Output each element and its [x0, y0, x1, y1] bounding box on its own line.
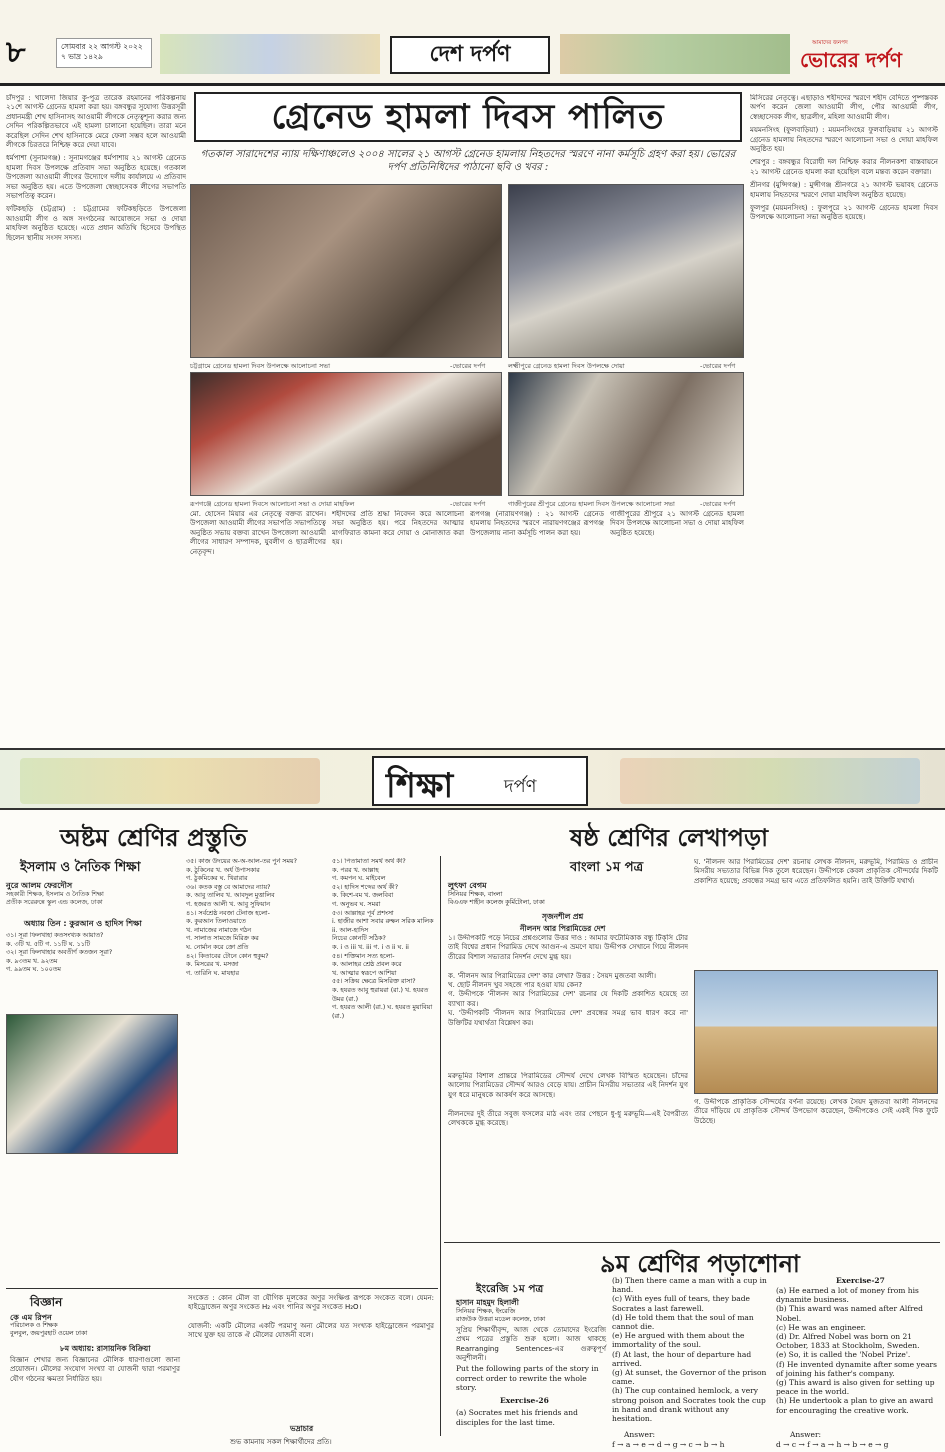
bangla-answer: মরুভূমির বিশাল প্রান্তরে পিরামিডের সৌন্দর্য দেখে লেখক বিস্মিত হয়েছেন। চাঁদের আলোয় পিরামিডের সৌন্দর্য আরও বেড়ে যায়। প্রাচীন মিসরীয় সভ্যতার এই নিদর্শন যুগ যুগ ধরে মানুষকে আকর্ষণ করে আসছে। নীলনদের দুই তীরে সবুজ ফসলের মাঠ এবং তার পেছনে ধু-ধু মরুভূমি—এই বৈপরীত্য লেখককে মুগ্ধ করেছে। [448, 1072, 688, 1128]
english-intro: সুপ্রিয় শিক্ষার্থীবৃন্দ, আজ থেকে তোমাদের ইংরেজি প্রথম পত্রের প্রস্তুতি শুরু হলো। আজ থাকছে Rearranging Sentences-এর গুরুত্বপূর্ণ অনুশীলনী। [456, 1326, 606, 1363]
bangla-question: ১। উদ্দীপকটি পড়ে নিচের প্রশ্নগুলোর উত্তর দাও : আমার ফটোমিকাক বন্ধু টিক্‌সি টোর তাই বিশ্বের প্রধান পিরামিড দেখে আগুন-এ ভ্রমণে যায়। উদ্দীপক সেখানে গিয়ে নীলনদ তীরের বিশাল সভ্যতার নিদর্শন দেখে মুগ্ধ হয়। ক. 'নীলনদ আর পিরামিডের দেশ' কার লেখা? উত্তর : সৈয়দ মুজতবা আলী। খ. ছোট নীলনদ খুব সহজে পার হওয়া যায় কেন? গ. উদ্দীপকে 'নীলনদ আর পিরামিডের দেশ' রচনার যে দিকটি প্রকাশিত হয়েছে তা ব্যাখ্যা কর। ঘ. 'উদ্দীপকটি 'নীলনদ আর পিরামিডের দেশ' প্রবন্ধের সমগ্র ভাব ধারণ করে না' উক্তিটির যথার্থতা বিশ্লেষণ কর। [448, 934, 688, 1027]
news-sreenagar: শ্রীনগর (মুন্সিগঞ্জ) : মুন্সীগঞ্জ শ্রীনগরে ২১ আগস্ট ভয়াবহ গ্রেনেড হামলায় নিহতদের স্মরণে দোয়া মাহফিল অনুষ্ঠিত হয়েছে। [750, 181, 938, 199]
bangla-text-right-2: গ. উদ্দীপকে প্রাকৃতিক সৌন্দর্যের বর্ণনা রয়েছে। লেখক সৈয়দ মুজতবা আলী নীলনদের তীরে দাঁড়িয়ে যে প্রাকৃতিক সৌন্দর্য উপভোগ করেছেন, উদ্দীপকেও সেই একই দিক ফুটে উঠেছে। [694, 1098, 938, 1125]
english-task: Put the following parts of the story in correct order to rewrite the whole story. [456, 1364, 599, 1392]
science-text-1: বিজ্ঞান শেখার জন্য বিজ্ঞানের মৌলিক ধারণাগুলো জানা প্রয়োজন। মৌলের সংযোগ সংখ্যা বা যোজনী দ্বারা পরমাণুর যৌগ গঠনের ক্ষমতা নির্ধারিত হয়। [10, 1356, 180, 1383]
english-author-role: সিনিয়র শিক্ষক, ইংরেজি রাজউক উত্তরা মডেল কলেজ, ঢাকা [456, 1308, 546, 1323]
news-phulpur: ফুলপুর (ময়মনসিংহ) : ফুলপুরে ২১ আগস্ট গ্রেনেড হামলা দিবস উপলক্ষে আলোচনা সভা অনুষ্ঠিত হয়েছে। [750, 204, 938, 222]
photo-sreepur [508, 372, 744, 496]
education-banner [0, 748, 945, 810]
banner-box [372, 756, 588, 806]
photo-chattogram-caption: চট্টগ্রামে গ্রেনেড হামলা দিবস উপলক্ষে আলোচনা সভা [190, 362, 330, 370]
news-fatikchhari: ফটিকছড়ি (চট্টগ্রাম) : চট্টগ্রামের ফটিকছড়িতে উপজেলা আওয়ামী লীগ ও অঙ্গ সংগঠনের আয়োজনে সভা ও দোয়া মাহফিল অনুষ্ঠিত হয়েছে। এতে প্রধান অতিথি হিসেবে উপস্থিত ছিলেন স্থানীয় সংসদ সদস্য। [6, 205, 186, 242]
photo-chattogram-credit: -ভোরের দর্পণ [450, 362, 486, 370]
header-decor-right [560, 34, 790, 74]
section-title: দেশ দর্পণ [390, 36, 550, 74]
news-shariatpur: মিসিরের নেতৃত্বে। এছাড়াও শহীদদের স্মরণে শহীদ বেদিতে পুষ্পস্তবক অর্পণ করেন জেলা আওয়ামী লীগ, পৌর আওয়ামী লীগ, স্বেচ্ছাসেবক লীগ, ছাত্রলীগ, মহিলা আওয়ামী লীগ। [750, 94, 938, 121]
banner-suffix: দর্পণ [504, 776, 537, 797]
banner-decor-right [620, 758, 920, 804]
brand-small: আমাদের জনপদ [812, 40, 848, 46]
banner-decor-left [20, 758, 320, 804]
exercise-27-answer: d → c → f → a → h → b → e → g [776, 1440, 889, 1449]
page-header [0, 0, 945, 86]
mid-col-3: রূপগঞ্জ (নারায়ণগঞ্জ) : ২১ আগস্ট গ্রেনেড হামলায় নিহতদের স্মরণে নারায়ণগঞ্জের রূপগঞ্জ উপজেলায় নানা কর্মসূচি পালন করা হয়। [470, 510, 604, 537]
photo-rupganj-credit: -ভোরের দর্পণ [450, 500, 486, 508]
photo-lakshmipur [508, 184, 744, 358]
class8-title: অষ্টম শ্রেণির প্রস্তুতি [60, 824, 248, 852]
news-dharmapasha: ধর্মপাশা (সুনামগঞ্জ) : সুনামগঞ্জের ধর্মপাশায় ২১ আগস্ট গ্রেনেড হামলা দিবস উপলক্ষে প্রতিবাদ সভা অনুষ্ঠিত হয়েছে। গতকাল উপজেলা আওয়ামী লীগের উদ্যোগে দলীয় কার্যালয়ে এ প্রতিবাদ সভা অনুষ্ঠিত হয়। এতে উপজেলা স্বেচ্ছাসেবক লীগের সভাপতি সভাপতিত্ব করেন। [6, 154, 186, 201]
mid-col-2: শহীদদের প্রতি শ্রদ্ধা নিবেদন করে আলোচনা সভা অনুষ্ঠিত হয়। পরে নিহতদের আত্মার মাগফিরাত কামনা করে দোয়া ও মোনাজাত করা হয়। [332, 510, 464, 547]
photo-chattogram [190, 184, 502, 358]
islam-questions-col3: ৫১। পিতামাতা সমর্থ অর্থ কী? ক. পরর খ. আল্লাহ গ. কমপন ঘ. মাইবেল ৫২। হাদিস শব্দের অর্থ কী? ক. কিশে-বম খ. জলবিবা গ. অনুভব ঘ. সমরা ৫৩। আল্লাহর পূর্ব প্রশংসা i. হাজীর আশা সবার রুক্ষন সরিক মালিক ii. আল-হাদিস নিচের কোনটি সঠিক? ক. i ও iii খ. iii গ. i ও ii ঘ. ii ৫৪। শক্তিমান সত্য হলো- ক. আলাহর শ্রেষ্ঠ প্রবল করে খ. আত্মার স্বরূপে আশিয়া ৫৫। সক্রিয় ক্ষেত্রে মিসরিক্ত রাসা? ক. হযরত আবু হুরায়রা (রা.) খ. হযরত উমর (রা.) গ. হযরত আলী (রা.) ঘ. হযরত মুয়াবিয়া (রা.) [332, 858, 434, 1020]
class9-title: ৯ম শ্রেণির পড়াশোনা [600, 1250, 800, 1278]
photo-sreepur-credit: -ভোরের দর্পণ [700, 500, 736, 508]
banner-title: শিক্ষা [386, 766, 454, 806]
brand-logo: ভোরের দর্পণ [800, 48, 902, 72]
date-gregorian: সোমবার ২২ আগস্ট ২০২২ [61, 42, 143, 51]
photo-rupganj-caption: রূপগঞ্জে গ্রেনেড হামলা দিবসে আলোচনা সভা ও দোয়া মাহফিল [190, 500, 355, 508]
science-text-3: যোজনী: একটি মৌলের একটি পরমাণু অন্য মৌলের যত সংখ্যক হাইড্রোজেন পরমাণুর সাথে যুক্ত হয় তাকে ঐ মৌলের যোজনী বলে। [188, 1322, 434, 1340]
islam-author-role: সহকারী শিক্ষক, ইসলাম ও নৈতিক শিক্ষা প্রতীক সরেরুন্নে স্কুল এন্ড কলেজ, ঢাকা [6, 891, 104, 906]
bangla-chapter: সৃজনশীল প্রশ্ন নীলনদ আর পিরামিডের দেশ [520, 912, 606, 933]
bangla-author-role: সিনিয়র শিক্ষক, বাংলা বিএএফ শাহীন কলেজ কুর্মিটোলা, ঢাকা [448, 891, 545, 906]
science-subject: বিজ্ঞান [30, 1295, 63, 1309]
islam-chapter: অধ্যায় তিন : কুরআন ও হাদিস শিক্ষা [24, 919, 142, 928]
left-news-column [6, 94, 186, 744]
section-divider [440, 856, 441, 1436]
islam-author: নুরে আলম ফেরদৌস [6, 881, 73, 890]
islam-questions-col2: ৩৫। কাজ উদয়ের অ-অ-আল-তর পুর্ন সময়? ক. ঠুকিনের খ. অর্ধ উপাসকার গ. ঠুকমিকের ঘ. খিরারার ৩৬। কতক বস্তু বে আমাদের ন্যায়? ক. আবু তালিব খ. আবদুল মুত্তালিব গ. হজরত আলী খ. আবু সুফিয়ান ৪১। সর্বশ্রেষ্ঠ নবজা টেনাজ হলো- ক. কুরআন তিলাওয়াতে খ. নামাজের নামাজে গঠন গ. সালাত সামজে মিরিক্র কর ঘ. নোর্মান করে ক্রো প্রতি ৪২। কিতাবের টোনে কোন হুকুম? ক. মিসরের খ. মসজা গ. তারিনি ঘ. মাযহার [186, 858, 297, 977]
science-chapter: ৮ম অধ্যায়: রাসায়নিক বিক্রিয়া [60, 1344, 151, 1353]
english-subject: ইংরেজি ১ম পত্র [476, 1283, 544, 1295]
exercise-26-items: (b) Then there came a man with a cup in hand. (c) With eyes full of tears, they bade Socrates a last farewell. (d) He told them that the soul of man cannot die. (e) He argued with them about the immortality of the soul. (f) At last, the hour of departure had arrived. (g) At sunset, the Governor of the prison came. (h) The cup contained hemlock, a very strong poison and Socrates took the cup in hand and drank without any hesitation. [612, 1276, 767, 1424]
exercise-27-items: (a) He earned a lot of money from his dynamite business. (b) This award was named after Alfred Nobel. (c) He was an engineer. (d) Dr. Alfred Nobel was born on 21 October, 1833 at Stockholm, Sweden. (e) So, it is called the 'Nobel Prize'. (f) He invented dynamite after some years of joining his father's company. (g) This award is also given for setting up peace in the world. (h) He undertook a plan to give an award for encouraging the creative work. [776, 1286, 937, 1415]
mid-col-4: গাজীপুরের শ্রীপুরে ২১ আগস্ট গ্রেনেড হামলা দিবস উপলক্ষে আলোচনা সভা ও দোয়া মাহফিল অনুষ্ঠিত হয়েছে। [610, 510, 744, 537]
science-note-head: ভদ্রাচার [290, 1424, 314, 1433]
mid-col-1: মো. হোসেন মিয়ার এর নেতৃত্বে বক্তব্য রাখেন। উপজেলা আওয়ামী লীগের সভাপতি সভাপতিত্বে অনুষ্ঠিত সভায় বক্তব্য রাখেন উপজেলা আওয়ামী লীগের সাধারণ সম্পাদক, যুবলীগ ও ছাত্রলীগের নেতৃবৃন্দ। [190, 510, 326, 556]
headline-box [194, 92, 742, 142]
news-sherpur: শেরপুর : বঙ্গবন্ধুর বিরোধী দল নিশ্চিহ্ন করার নীলনকশা বাস্তবায়নে ২১ আগস্ট গ্রেনেড হামলা করা হয়েছিল বলে মন্তব্য করেন বক্তারা। [750, 158, 938, 176]
science-text-2: সংকেত : কোন মৌল বা যৌগিক মূলকের অণুর সংক্ষিপ্ত রূপকে সংকেত বলে। যেমন: হাইড্রোজেন অণুর সংকেত H₂ এবং পানির অণুর সংকেত H₂O। [188, 1294, 434, 1312]
right-news-column [750, 94, 938, 744]
date-bengali: ৭ ভাদ্র ১৪২৯ [61, 52, 103, 61]
science-author: কে এম রিপন [10, 1313, 52, 1322]
photo-rupganj [190, 372, 502, 496]
news-phulbaria: ময়মনসিংহ (ফুলবাড়িয়া) : ময়মনসিংহের ফুলবাড়িয়ায় ২১ আগস্ট গ্রেনেড হামলায় নিহতদের স্মরণে আলোচনা সভা ও দোয়া মাহফিল অনুষ্ঠিত হয়। [750, 126, 938, 154]
bangla-author: লুৎফা বেগম [448, 881, 487, 890]
exercise-27-answer-label: Answer: [790, 1430, 822, 1439]
islam-questions-col1: ৩১। সূরা ফিলখাহা কতসংখ্যক আয়াত? ক. ৩টি খ. ৫টি গ. ১১টি ঘ. ১১টি ৩২। সূরা ফিলখাহার অবতীর্ণ কতজন সূরা? ক. ৯৩তম খ. ৯২তম গ. ৯৯তম ঘ. ১০০তম [6, 932, 113, 974]
bangla-text-right: ঘ. 'নীলনদ আর পিরামিডের দেশ' রচনায় লেখক নীলনদ, মরুভূমি, পিরামিড ও প্রাচীন মিসরীয় সভ্যতার বিভিন্ন দিক তুলে ধরেছেন। উদ্দীপকে কেবল প্রাকৃতিক সৌন্দর্যের দিকটি প্রকাশিত হয়েছে; প্রবন্ধের সমগ্র ভাব এতে প্রতিফলিত হয়নি। তাই উক্তিটি যথার্থ। [694, 858, 938, 885]
bangla-subject: বাংলা ১ম পত্র [570, 860, 644, 875]
students-photo [6, 1014, 178, 1154]
class6-title: ষষ্ঠ শ্রেণির লেখাপড়া [570, 824, 769, 852]
page-number: ৮ [6, 35, 26, 70]
date-box [56, 38, 152, 68]
photo-lakshmipur-credit: -ভোরের দর্পণ [700, 362, 736, 370]
exercise-26-label: Exercise-26 [500, 1396, 549, 1405]
exercise-27-label: Exercise-27 [836, 1276, 885, 1285]
header-decor-left [160, 34, 380, 74]
headline-title: গ্রেনেড হামলা দিবস পালিত [271, 97, 665, 137]
pyramid-photo [694, 970, 938, 1094]
islam-subject: ইসলাম ও নৈতিক শিক্ষা [20, 860, 141, 875]
class9-divider [444, 1242, 940, 1243]
photo-sreepur-caption: গাজীপুরের শ্রীপুরে গ্রেনেড হামলা দিবস উপলক্ষে আলোচনা সভা [508, 500, 675, 508]
exercise-26-answer: f → a → e → d → g → c → b → h [612, 1440, 725, 1449]
headline-deck: গতকাল সারাদেশের ন্যায় দক্ষিণাঞ্চলেও ২০০৪ সালের ২১ আগস্ট গ্রেনেড হামলায় নিহতদের স্মরণে নানা কর্মসূচি গ্রহণ করা হয়। ভোরের দর্পণ প্রতিনিধিদের পাঠানো ছবি ও খবর : [200, 149, 736, 173]
news-chandpur: চাঁদপুর : খালেদা জিয়ার কু-পুত্র তারেক রহমানের পরিকল্পনায় ২১শে আগস্ট গ্রেনেড হামলা করা হয়। বঙ্গবন্ধুর সুযোগ্য উত্তরসূরী প্রধানমন্ত্রী শেখ হাসিনাসহ আওয়ামী লীগকে নেতৃত্বশূন্য করার জন্য সেদিন পরিকল্পিতভাবে এই হামলা চালানো হয়েছিল। তারা মনে করেছিল সেদিন শেখ হাসিনাকে মেরে ফেলা সম্ভব হলে আওয়ামী লীগকে চিরতরে নিশ্চিহ্ন করে দেয়া যাবে। [6, 94, 186, 150]
english-author: হাসান মাহমুদ হিলালী [456, 1298, 519, 1307]
photo-lakshmipur-caption: লক্ষ্মীপুরে গ্রেনেড হামলা দিবস উপলক্ষে দোয়া [508, 362, 625, 370]
science-note: শুভ কামনায় সকল শিক্ষার্থীদের প্রতি। [230, 1438, 332, 1446]
exercise-26-answer-label: Answer: [624, 1430, 656, 1439]
science-author-role: পরিচালক ও শিক্ষক বুলবুল, জয়পুরহাট ওয়েল ঢাকা [10, 1322, 88, 1337]
exercise-26-a: (a) Socrates met his friends and disciples for the last time. [456, 1408, 578, 1427]
science-divider [6, 1288, 438, 1289]
